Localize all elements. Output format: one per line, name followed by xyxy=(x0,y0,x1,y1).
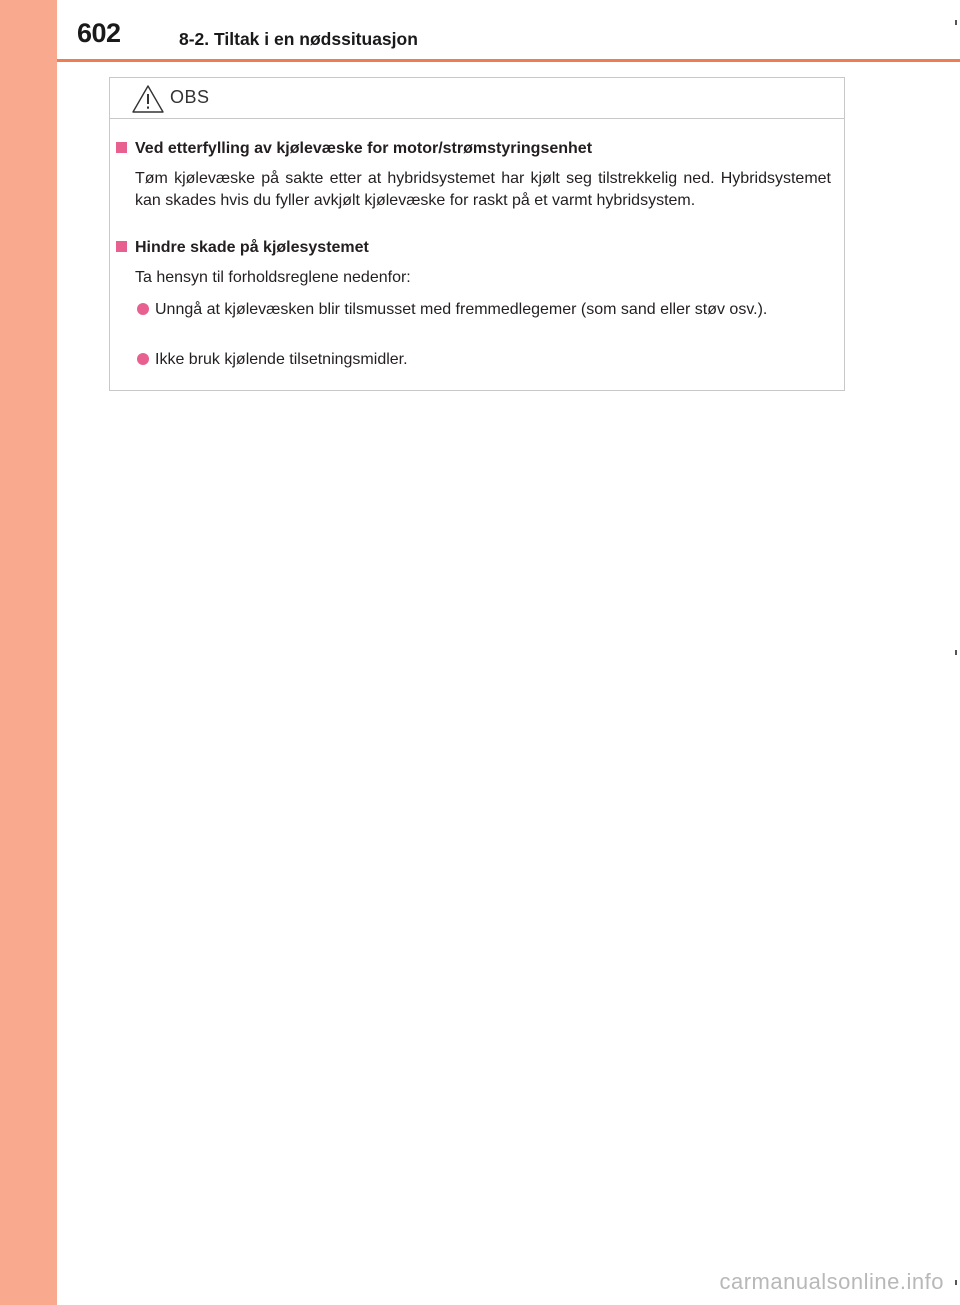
section-paragraph: Ta hensyn til forholdsreglene nedenfor: xyxy=(135,269,411,286)
square-bullet-icon xyxy=(116,241,127,252)
edge-tick-mark xyxy=(955,650,957,655)
round-bullet-icon xyxy=(137,353,149,365)
page-number: 602 xyxy=(77,18,121,48)
page-header xyxy=(57,0,960,62)
section-paragraph: Tøm kjølevæske på sakte etter at hybridsystemet har kjølt seg tilstrekkelig ned. Hybridsystemet kan skades hvis du fyller avkjølt kjølevæske for raskt på et varmt hybridsystem. xyxy=(135,170,831,209)
list-item xyxy=(137,349,839,371)
section-heading xyxy=(116,239,369,257)
square-bullet-icon xyxy=(116,142,127,153)
header-divider xyxy=(57,59,960,62)
side-color-strip xyxy=(0,0,57,1305)
caution-notice-box xyxy=(109,77,845,391)
section-heading-text: Ved etterfylling av kjølevæske for motor/strømstyringsenhet xyxy=(135,140,593,157)
section-heading-text: Hindre skade på kjølesystemet xyxy=(135,239,369,256)
list-item-text: Unngå at kjølevæsken blir tilsmusset med fremmedlegemer (som sand eller støv osv.). xyxy=(155,301,768,318)
list-item xyxy=(137,299,839,321)
edge-tick-mark xyxy=(955,1280,957,1285)
section-title: 8-2. Tiltak i en nødssituasjon xyxy=(179,29,418,49)
notice-header xyxy=(110,78,844,119)
notice-label: OBS xyxy=(170,87,210,107)
edge-tick-mark xyxy=(955,20,957,25)
section-heading xyxy=(116,140,592,158)
round-bullet-icon xyxy=(137,303,149,315)
site-watermark: carmanualsonline.info xyxy=(719,1269,944,1294)
warning-triangle-icon xyxy=(131,84,165,114)
list-item-text: Ikke bruk kjølende tilsetningsmidler. xyxy=(155,351,408,368)
